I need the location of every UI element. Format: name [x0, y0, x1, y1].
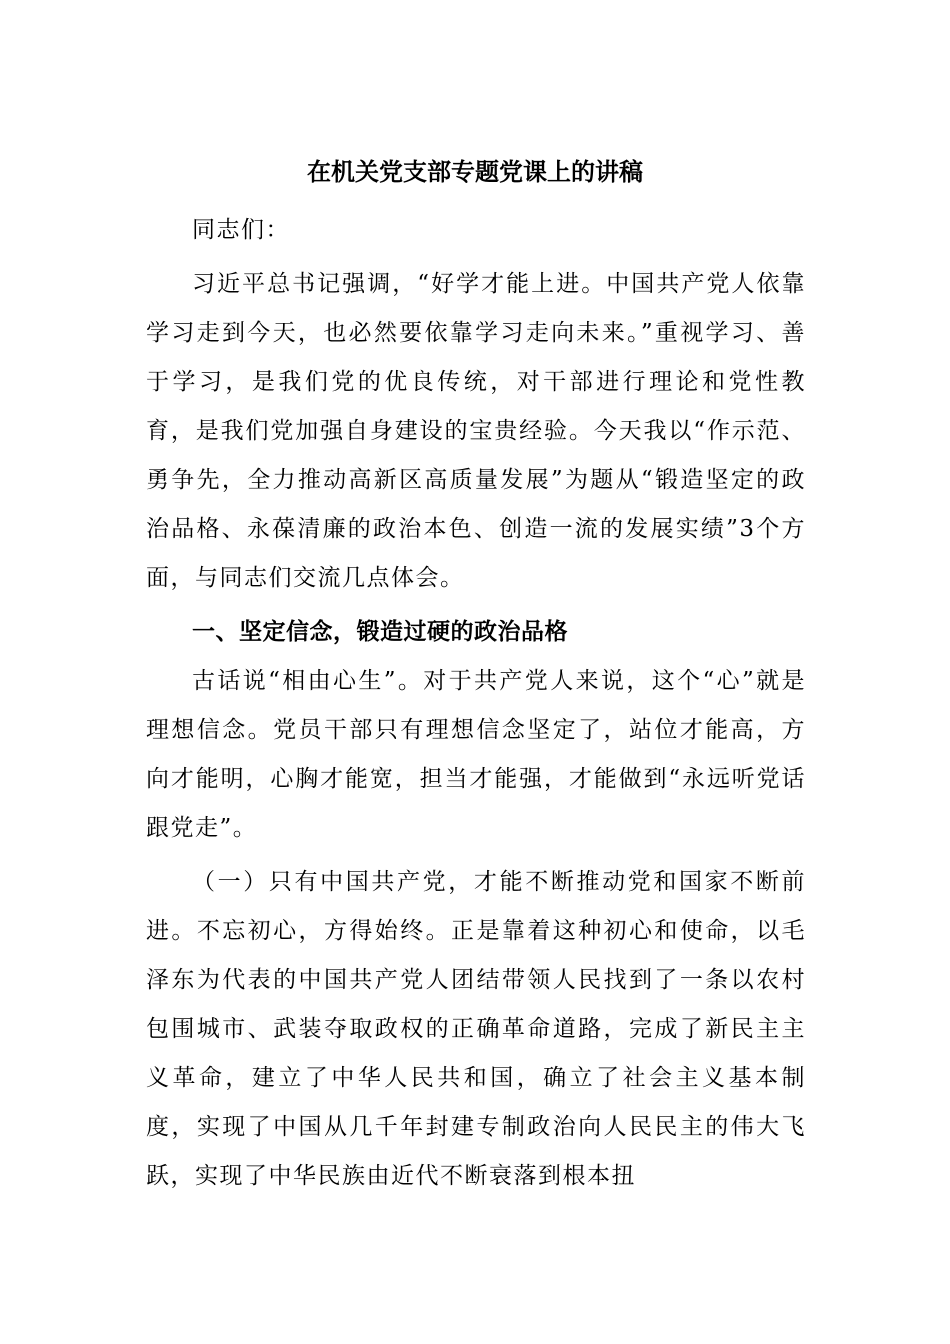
section-1-intro-paragraph: 古话说“相由心生”。对于共产党人来说，这个“心”就是理想信念。党员干部只有理想信念坚定了，站位才能高，方向才能明，心胸才能宽，担当才能强，才能做到“永远听党话跟党走”。: [146, 668, 806, 841]
section-1-point-1-paragraph: （一）只有中国共产党，才能不断推动党和国家不断前进。不忘初心，方得始终。正是靠着这种初心和使命，以毛泽东为代表的中国共产党人团结带领人民找到了一条以农村包围城市、武装夺取政权的正确革命道路，完成了新民主主义革命，建立了中华人民共和国，确立了社会主义基本制度，实现了中国从几千年封建专制政治向人民民主的伟大飞跃，实现了中华民族由近代不断衰落到根本扭: [146, 869, 806, 1189]
document-body: [146, 206, 806, 1201]
intro-paragraph: 习近平总书记强调，“好学才能上进。中国共产党人依靠学习走到今天，也必然要依靠学习走向未来。”重视学习、善于学习，是我们党的优良传统，对干部进行理论和党性教育，是我们党加强自身建设的宝贵经验。今天我以“作示范、勇争先，全力推动高新区高质量发展”为题从“锻造坚定的政治品格、永葆清廉的政治本色、创造一流的发展实绩”3个方面，与同志们交流几点体会。: [146, 271, 806, 591]
section-heading-1: 一、坚定信念，锻造过硬的政治品格: [192, 619, 568, 645]
document-title: 在机关党支部专题党课上的讲稿: [307, 157, 643, 186]
salutation: 同志们：: [192, 217, 290, 243]
